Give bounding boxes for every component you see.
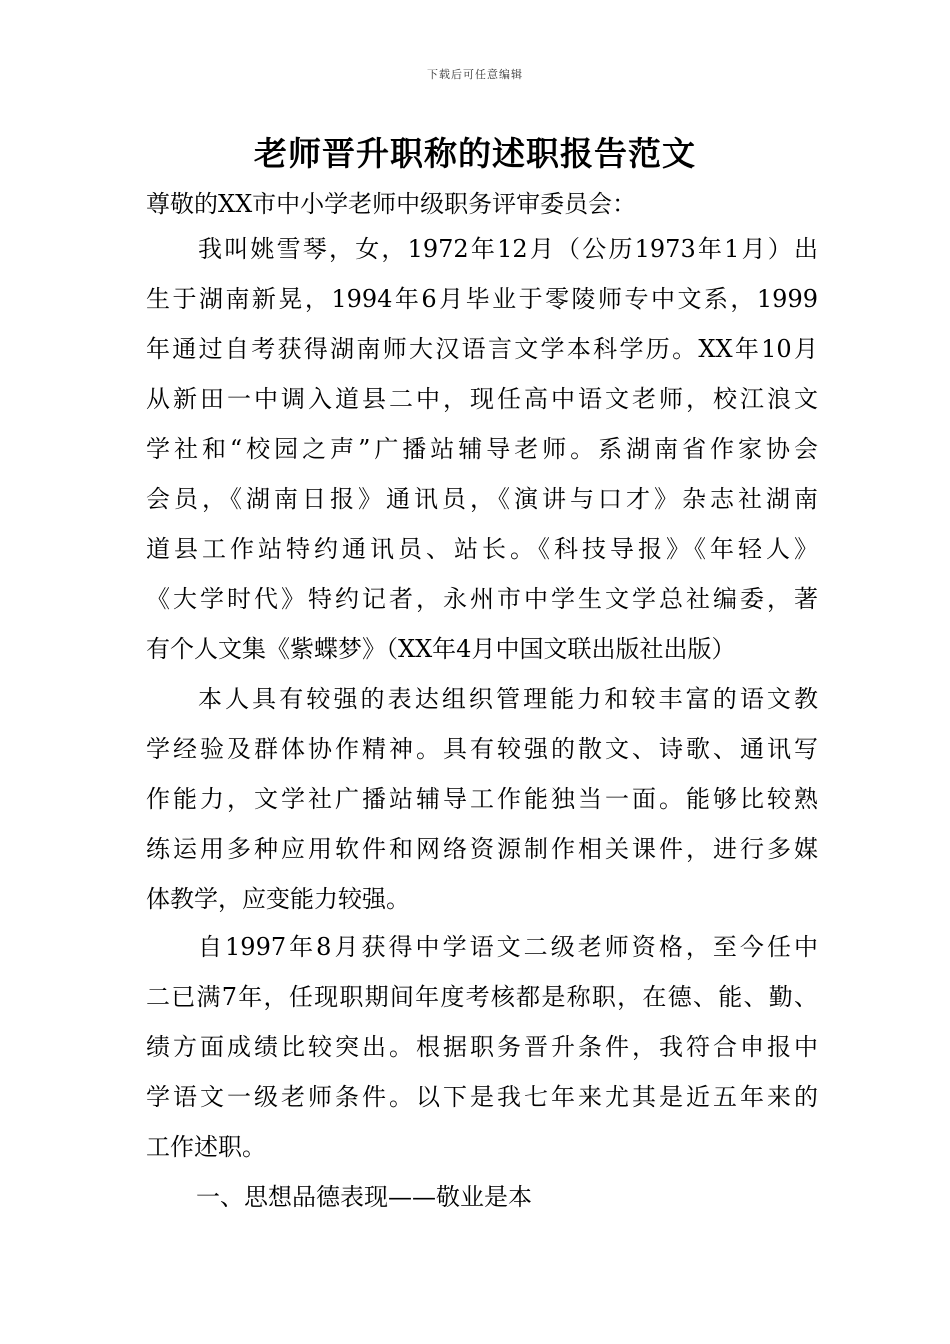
paragraph-line: 作能力，文学社广播站辅导工作能独当一面。能够比较熟 [146, 785, 818, 813]
document-title: 老师晋升职称的述职报告范文 [254, 134, 696, 173]
paragraph-qualification [146, 932, 818, 1182]
paragraph-line: 年通过自考获得湖南师大汉语言文学本科学历。XX年10月 [146, 335, 818, 363]
paragraph-line: 从新田一中调入道县二中，现任高中语文老师，校江浪文 [146, 385, 818, 413]
paragraph-line: 学社和“校园之声”广播站辅导老师。系湖南省作家协会 [146, 435, 818, 463]
section-heading: 一、思想品德表现——敬业是本 [196, 1183, 532, 1211]
paragraph-line: 体教学，应变能力较强。 [146, 885, 410, 913]
paragraph-line: 《大学时代》特约记者，永州市中学生文学总社编委，著 [146, 585, 818, 613]
paragraph-line: 二已满7年，任现职期间年度考核都是称职，在德、能、勤、 [146, 983, 818, 1011]
paragraph-line: 生于湖南新晃，1994年6月毕业于零陵师专中文系，1999 [146, 285, 818, 313]
paragraph-line: 会员，《湖南日报》通讯员，《演讲与口才》杂志社湖南 [146, 485, 818, 513]
paragraph-line: 学经验及群体协作精神。具有较强的散文、诗歌、通讯写 [146, 735, 818, 763]
header-note: 下载后可任意编辑 [427, 68, 523, 81]
paragraph-line: 本人具有较强的表达组织管理能力和较丰富的语文教 [198, 685, 818, 713]
paragraph-introduction [146, 234, 818, 684]
paragraph-line: 道县工作站特约通讯员、站长。《科技导报》《年轻人》 [146, 535, 818, 563]
paragraph-line: 绩方面成绩比较突出。根据职务晋升条件，我符合申报中 [146, 1033, 818, 1061]
salutation: 尊敬的XX市中小学老师中级职务评审委员会： [146, 190, 637, 218]
paragraph-line: 我叫姚雪琴，女，1972年12月（公历1973年1月）出 [198, 235, 818, 263]
paragraph-line: 学语文一级老师条件。以下是我七年来尤其是近五年来的 [146, 1083, 818, 1111]
paragraph-abilities [146, 684, 818, 934]
paragraph-line: 练运用多种应用软件和网络资源制作相关课件，进行多媒 [146, 835, 818, 863]
paragraph-line: 工作述职。 [146, 1133, 266, 1161]
paragraph-line: 有个人文集《紫蝶梦》（XX年4月中国文联出版社出版） [146, 635, 736, 663]
paragraph-line: 自1997年8月获得中学语文二级老师资格，至今任中 [198, 933, 818, 961]
